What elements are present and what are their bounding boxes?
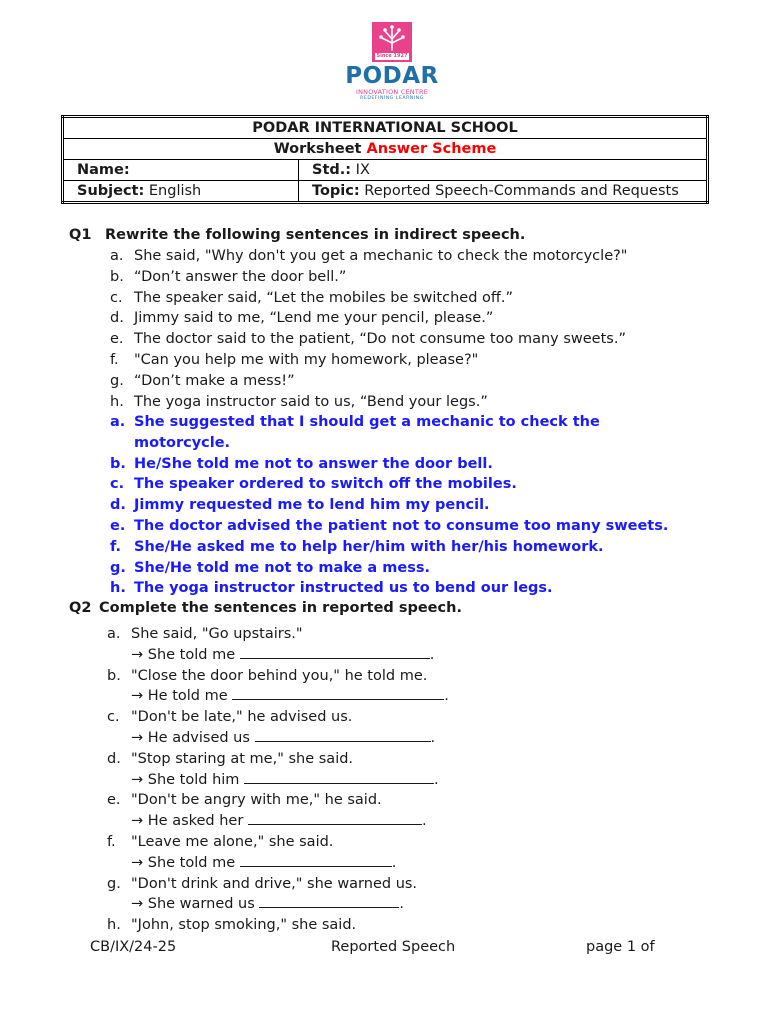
worksheet-header-table [61, 115, 709, 204]
answer-item: e. The doctor advised the patient not to consume too many sweets. [110, 517, 669, 534]
worksheet-type: Answer Scheme [366, 140, 497, 157]
name-label: Name: [77, 161, 130, 178]
answer-item: h. The yoga instructor instructed us to bend our legs. [110, 580, 553, 597]
list-item: g. "Don't drink and drive," she warned us. [107, 875, 418, 892]
answer-item: f. She/He asked me to help her/him with her/his homework. [110, 538, 604, 555]
answer-blank[interactable] [240, 646, 430, 659]
q1-heading [69, 227, 525, 243]
logo-tagline: REDEFINING LEARNING [360, 96, 424, 101]
worksheet-title [63, 139, 708, 160]
list-item: d. Jimmy said to me, “Lend me your pencil, please.” [110, 310, 494, 327]
answer-item: g. She/He told me not to make a mess. [110, 559, 430, 576]
school-name: PODAR INTERNATIONAL SCHOOL [63, 117, 708, 139]
subject-label: Subject: [77, 182, 145, 199]
std-cell [299, 160, 708, 181]
list-item: a. She said, "Why don't you get a mechanic to check the motorcycle?" [110, 248, 628, 264]
answer-blank[interactable] [255, 729, 431, 742]
list-item: f. "Can you help me with my homework, please?" [110, 351, 479, 368]
logo-wordmark: PODAR [345, 63, 439, 89]
answer-item: a. She suggested that I should get a mechanic to check the motorcycle. [110, 414, 600, 451]
list-item: a. She said, "Go upstairs." [107, 626, 303, 642]
reported-line: → He told me . [131, 688, 449, 705]
q1-prompt: Rewrite the following sentences in indirect speech. [105, 227, 526, 243]
reported-line: → She told him . [131, 771, 439, 788]
tree-emblem-icon [372, 22, 412, 62]
topic-value: Reported Speech-Commands and Requests [364, 182, 679, 199]
topic-label: Topic: [312, 182, 360, 199]
name-cell [63, 160, 299, 181]
footer-code: CB/IX/24-25 [90, 939, 177, 955]
reported-line: → She warned us . [131, 896, 405, 913]
answer-item: d. Jimmy requested me to lend him my pencil. [110, 497, 490, 514]
q2-number: Q2 [69, 600, 92, 616]
list-item: b. "Close the door behind you," he told me. [107, 667, 428, 684]
q1-number: Q1 [69, 227, 92, 243]
list-item: h. "John, stop smoking," she said. [107, 917, 357, 934]
logo-since: Since 1927 [376, 53, 408, 59]
answer-blank[interactable] [232, 687, 444, 700]
reported-line: → He asked her . [131, 813, 427, 830]
q2-prompt: Complete the sentences in reported speech. [99, 600, 462, 616]
q2-heading [69, 600, 462, 616]
std-value: IX [355, 161, 370, 178]
logo-subtitle: INNOVATION CENTRE [355, 88, 429, 96]
school-logo [344, 22, 440, 106]
q2-sentence-list [107, 624, 449, 936]
list-item: f. "Leave me alone," she said. [107, 833, 334, 850]
list-item: h. The yoga instructor said to us, “Bend your legs.” [110, 393, 488, 410]
list-item: e. The doctor said to the patient, “Do not consume too many sweets.” [110, 331, 626, 348]
list-item: c. "Don't be late," he advised us. [107, 709, 353, 726]
worksheet-label: Worksheet [273, 140, 362, 157]
list-item: d. "Stop staring at me," she said. [107, 750, 354, 767]
footer-page: page 1 of [586, 939, 655, 955]
std-label: Std.: [312, 161, 352, 178]
list-item: c. The speaker said, “Let the mobiles be switched off.” [110, 289, 513, 306]
answer-blank[interactable] [244, 771, 434, 784]
subject-value: English [148, 182, 202, 199]
subject-cell [63, 181, 299, 203]
reported-line: → He advised us . [131, 729, 436, 746]
topic-cell [299, 181, 708, 203]
answer-item: b. He/She told me not to answer the door bell. [110, 455, 493, 472]
q1-sentence-list [110, 246, 628, 412]
answer-blank[interactable] [248, 812, 422, 825]
q1-answer-list [110, 412, 669, 599]
answer-item: c. The speaker ordered to switch off the mobiles. [110, 476, 517, 493]
list-item: e. "Don't be angry with me," he said. [107, 792, 382, 809]
footer-title: Reported Speech [331, 939, 456, 955]
answer-blank[interactable] [259, 895, 399, 908]
reported-line: → She told me . [131, 854, 397, 871]
reported-line: → She told me . [131, 646, 435, 663]
list-item: g. “Don’t make a mess!” [110, 372, 295, 389]
answer-blank[interactable] [240, 854, 392, 867]
list-item: b. “Don’t answer the door bell.” [110, 268, 347, 285]
